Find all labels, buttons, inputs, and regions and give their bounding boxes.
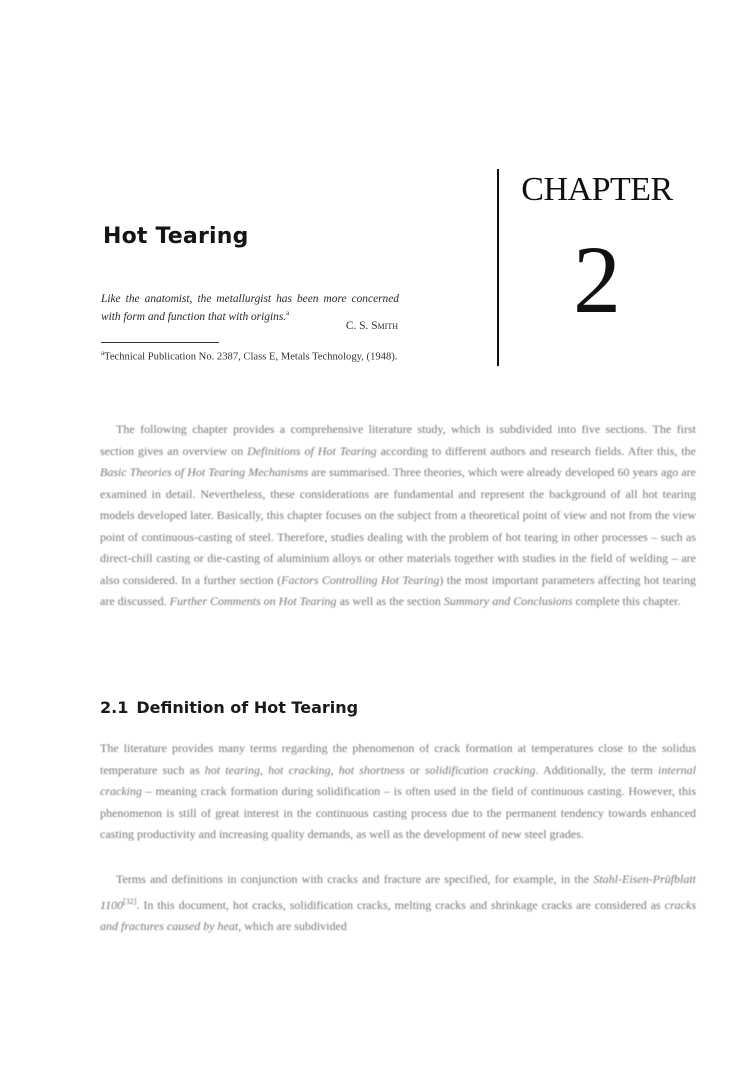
chapter-number: 2: [573, 226, 621, 333]
def-term: hot cracking: [268, 762, 331, 777]
section-title: Definition of Hot Tearing: [136, 698, 359, 717]
chapter-label: CHAPTER: [521, 171, 673, 208]
intro-text: ) the most important parameters affecting hot tearing are discussed.: [100, 572, 697, 608]
intro-emphasis: Basic Theories of Hot Tearing Mechanisms: [100, 465, 309, 479]
footnote-mark: a: [101, 349, 105, 357]
def-text: – meaning crack formation during solidification – is often used in the field of continuous casting. However, this phenomenon is still of great interest in the continuous casting process due to the permanent tendency towards enhanced casting productivity and increasing quality demands, as well as the development of new steel grades.: [100, 784, 696, 841]
intro-text: as well as the section: [336, 594, 444, 608]
intro-text: The following chapter provides a comprehensive literature study, which is subdivided into five sections. The first section gives an overview on: [100, 422, 696, 458]
epigraph-text: Like the anatomist, the metallurgist has been more concerned with form and function that with origins.: [101, 293, 399, 323]
definition-paragraph-1: [100, 738, 696, 846]
definition-paragraph-2: [100, 869, 696, 938]
def-text: . In this document, hot cracks, solidification cracks, melting cracks and shrinkage cracks are considered as: [136, 897, 665, 912]
footnote-rule: [101, 342, 219, 343]
chapter-divider: [497, 169, 499, 366]
intro-paragraph: [100, 419, 696, 613]
intro-text: according to different authors and research fields. After this, the: [376, 443, 697, 458]
def-text: . Additionally, the term: [535, 762, 658, 777]
intro-text: are summarised. Three theories, which were already developed 60 years ago are examined in detail. Nevertheless, these considerations are fundamental and represent the background of all hot tearing models developed later. Basically, this chapter focuses on the subject from a theoretical point of view and not from the view point of continuous-casting of steel. Therefore, studies dealing with the problem of hot tearing in other processes – such as direct-chill casting or die-casting of aluminium alloys or other materials together with studies in the field of welding – are also considered. In a further section (: [100, 465, 696, 587]
def-text: The literature provides many terms regarding the phenomenon of crack formation at temperatures close to the solidus temperature such as: [100, 741, 696, 777]
def-term: solidification cracking: [424, 762, 536, 777]
intro-emphasis: Factors Controlling Hot Tearing: [281, 572, 440, 587]
def-text: , which are subdivided: [238, 919, 347, 933]
def-source: Stahl-Eisen-Prüfblatt 1100: [100, 872, 696, 912]
footnote-text: Technical Publication No. 2387, Class E, Metals Technology, (1948).: [104, 351, 398, 363]
def-text: ,: [330, 762, 339, 777]
intro-emphasis: Summary and Conclusions: [443, 594, 573, 608]
intro-text: complete this chapter.: [572, 594, 681, 608]
def-term: hot tearing: [204, 762, 260, 777]
intro-emphasis: Further Comments on Hot Tearing: [169, 594, 337, 608]
def-term: cracks and fractures caused by heat: [100, 897, 696, 933]
def-text: Terms and definitions in conjunction with cracks and fracture are specified, for example, in the: [116, 872, 594, 886]
epigraph-footnote-mark: a: [286, 309, 290, 317]
epigraph-footnote: [101, 346, 399, 365]
def-text: or: [404, 762, 425, 777]
citation-ref[interactable]: [32]: [123, 896, 137, 906]
def-term: internal cracking: [100, 762, 696, 798]
section-heading: [100, 698, 358, 717]
chapter-title: Hot Tearing: [103, 224, 249, 249]
intro-emphasis: Definitions of Hot Tearing: [247, 443, 377, 458]
epigraph-author: C. S. Smith: [345, 320, 398, 332]
def-text: ,: [259, 762, 269, 777]
def-term: hot shortness: [338, 762, 405, 777]
section-number: 2.1: [100, 698, 129, 717]
